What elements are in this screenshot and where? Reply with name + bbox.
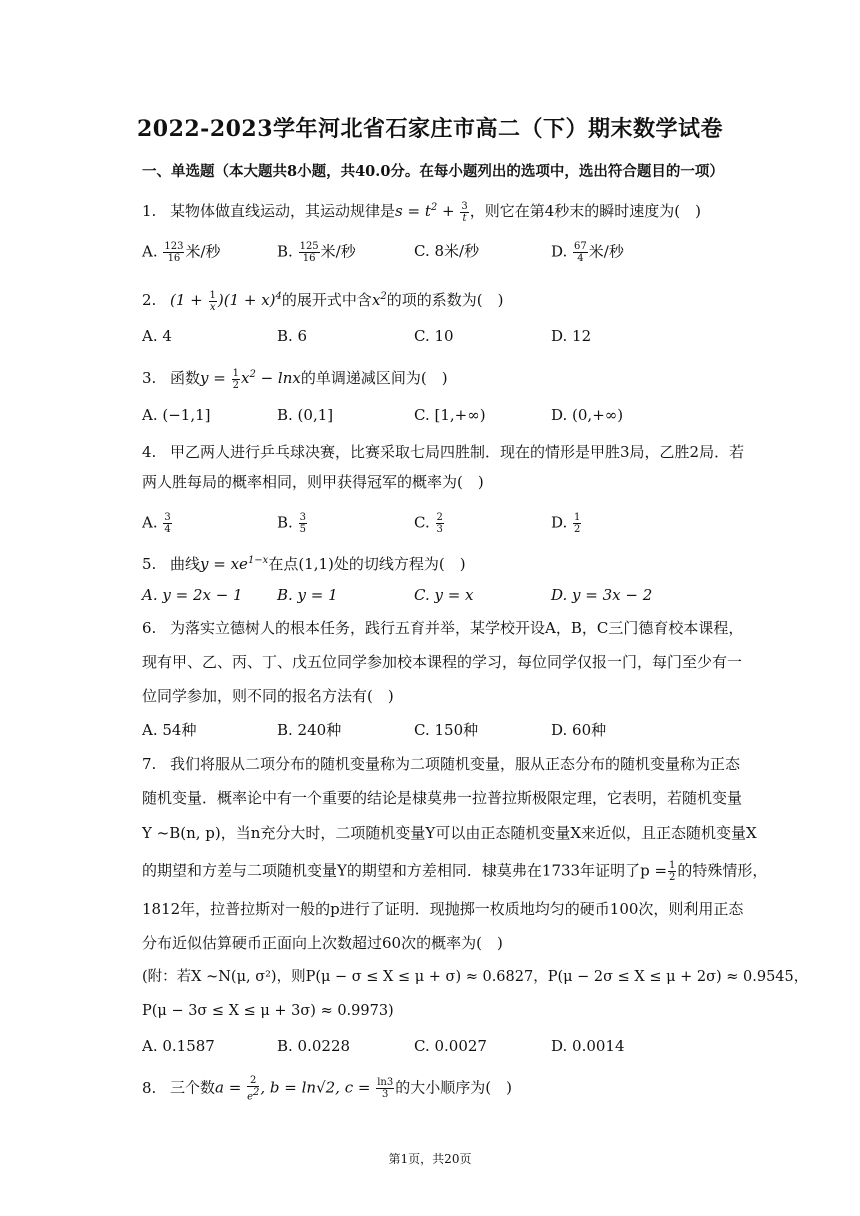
question-4-cont: 两人胜每局的概率相同，则甲获得冠军的概率为( ) — [142, 473, 484, 491]
option-c: C. y = x — [414, 586, 474, 604]
question-6-cont: 现有甲、乙、丙、丁、戊五位同学参加校本课程的学习，每位同学仅报一门，每门至少有一 — [142, 653, 743, 671]
option-a: A. 4 — [142, 327, 172, 345]
option-b: B. $\frac{3}{5}$ — [277, 512, 306, 535]
question-7-cont: 随机变量．概率论中有一个重要的结论是棣莫弗一拉普拉斯极限定理，它表明，若随机变量 — [142, 789, 743, 807]
question-6-cont: 位同学参加，则不同的报名方法有( ) — [142, 687, 394, 705]
option-c: C. [1,+∞) — [414, 406, 486, 424]
question-text: 某物体做直线运动，其运动规律是 — [170, 202, 396, 220]
option-b: B. 0.0228 — [277, 1037, 351, 1055]
option-b: B. y = 1 — [277, 586, 338, 604]
question-7-cont: 分布近似估算硬币正面向上次数超过60次的概率为( ) — [142, 934, 503, 952]
option-a: A. (−1,1] — [142, 406, 211, 424]
option-a: A. $\frac{3}{4}$ — [142, 512, 171, 535]
option-a: A. $\frac{123}{16}$ 米/秒 — [142, 241, 221, 264]
question-7: 7. 我们将服从二项分布的随机变量称为二项随机变量，服从正态分布的随机变量称为正态 — [142, 755, 741, 773]
option-c: C. 150种 — [414, 721, 479, 739]
option-b: B. 240种 — [277, 721, 342, 739]
option-b: B. 6 — [277, 327, 308, 345]
question-7-note: (附：若X ~N(μ, σ²)，则P(μ − σ ≤ X ≤ μ + σ) ≈ 0.6827，P(μ − 2σ ≤ X ≤ μ + 2σ) ≈ 0.9545， — [142, 969, 809, 985]
option-a: A. 0.1587 — [142, 1037, 215, 1055]
option-d: D. 60种 — [551, 721, 607, 739]
question-1 — [142, 198, 701, 224]
option-d: D. 12 — [551, 327, 592, 345]
question-2: 2. (1 + $\frac{1}{x}$ )$(1 + x)^4$的展开式中含$x^2$的项的系数为( ) — [142, 289, 504, 313]
option-d: D. (0,+∞) — [551, 406, 624, 424]
question-3: 3. 函数y = $\frac{1}{2}$ $x^2 - \ln x$的单调递减区间为( ) — [142, 367, 448, 391]
option-a: A. y = 2x − 1 — [142, 586, 243, 604]
option-d: D. $\frac{1}{2}$ — [551, 512, 581, 535]
option-a: A. 54种 — [142, 721, 197, 739]
question-text: ，则它在第4秒末的瞬时速度为( ) — [469, 202, 701, 220]
option-b: B. $\frac{125}{16}$ 米/秒 — [277, 241, 356, 264]
option-d: D. y = 3x − 2 — [551, 586, 653, 604]
question-7-note: P(μ − 3σ ≤ X ≤ μ + 3σ) ≈ 0.9973) — [142, 1003, 394, 1019]
question-6: 6. 为落实立德树人的根本任务，践行五育并举，某学校开设A，B，C三门德育校本课程， — [142, 619, 744, 637]
option-c: C. 10 — [414, 327, 454, 345]
option-d: D. 0.0014 — [551, 1037, 625, 1055]
option-c: C. $\frac{2}{3}$ — [414, 512, 443, 535]
fraction: $\frac{3}{t}$ — [461, 200, 468, 224]
question-7-cont: Y ~B(n, p)，当n充分大时，二项随机变量Y可以由正态随机变量X来近似，且正态随机变量X — [142, 824, 757, 842]
formula: $s = t^2$ + — [395, 202, 460, 220]
question-number: 1. — [142, 202, 157, 220]
page-footer: 第1页，共20页 — [388, 1152, 472, 1166]
option-d: D. $\frac{67}{4}$ 米/秒 — [551, 241, 624, 264]
question-8: 8. 三个数a = $\frac{2}{e^2}$ , b = ln√2, c = $\frac{\ln 3}{3}$ 的大小顺序为( ) — [142, 1075, 512, 1103]
option-c: C. 8米/秒 — [414, 242, 480, 260]
question-5: 5. 曲线$y = xe^{1-x}$在点(1,1)处的切线方程为( ) — [142, 555, 466, 573]
question-7-cont: 1812年，拉普拉斯对一般的p进行了证明．现抛掷一枚质地均匀的硬币100次，则利用正态 — [142, 900, 744, 918]
question-4: 4. 甲乙两人进行乒乓球决赛，比赛采取七局四胜制．现在的情形是甲胜3局，乙胜2局．若 — [142, 443, 745, 461]
page-title: 2022-2023学年河北省石家庄市高二（下）期末数学试卷 — [136, 116, 724, 142]
option-b: B. (0,1] — [277, 406, 334, 424]
section-heading: 一、单选题（本大题共8小题，共40.0分。在每小题列出的选项中，选出符合题目的一项） — [142, 163, 724, 180]
option-c: C. 0.0027 — [414, 1037, 487, 1055]
question-7-cont: 的期望和方差与二项随机变量Y的期望和方差相同．棣莫弗在1733年证明了p = $\frac{1}{2}$ 的特殊情形， — [142, 860, 768, 883]
